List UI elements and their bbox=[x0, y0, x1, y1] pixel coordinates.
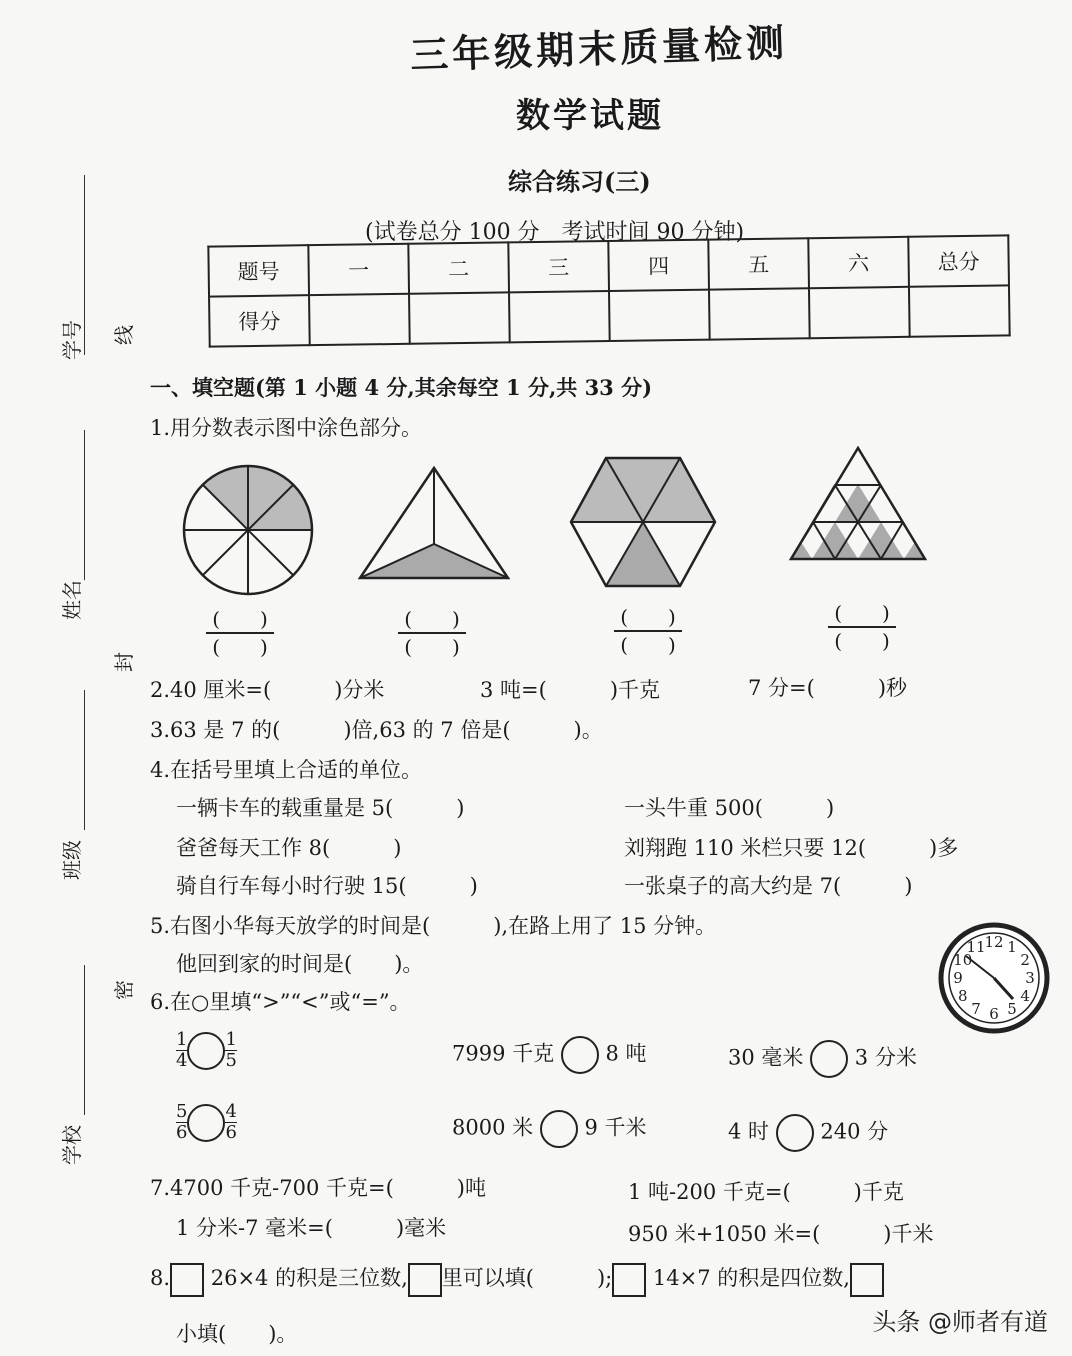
side-mark-line: 线 bbox=[112, 325, 136, 345]
clock-number: 11 bbox=[966, 937, 986, 956]
fill-box[interactable] bbox=[612, 1263, 646, 1297]
denominator-blank: ( ) bbox=[212, 635, 268, 659]
question-4-item: 刘翔跑 110 米栏只要 12( )多 bbox=[624, 836, 959, 860]
denominator-blank: ( ) bbox=[834, 629, 890, 653]
compare-right: 240 分 bbox=[820, 1119, 889, 1144]
score-cell[interactable] bbox=[409, 292, 510, 343]
clock-icon bbox=[938, 922, 1050, 1034]
denominator: 4 bbox=[176, 1050, 188, 1071]
hexagon-figure bbox=[568, 455, 718, 590]
score-table bbox=[207, 234, 1010, 347]
question-2b: 3 吨=( )千克 bbox=[480, 678, 661, 702]
numerator: 1 bbox=[225, 1029, 237, 1050]
denominator: 5 bbox=[225, 1050, 237, 1071]
question-4-item: 爸爸每天工作 8( ) bbox=[176, 836, 402, 860]
field-line bbox=[84, 965, 85, 1115]
section-title: 一、填空题(第 1 小题 4 分,其余每空 1 分,共 33 分) bbox=[150, 375, 653, 400]
question-number: 8. bbox=[150, 1266, 171, 1290]
numerator-blank: ( ) bbox=[404, 607, 460, 631]
fill-box[interactable] bbox=[408, 1263, 442, 1297]
clock-number: 9 bbox=[953, 969, 963, 987]
fill-box[interactable] bbox=[850, 1263, 884, 1297]
denominator: 6 bbox=[176, 1122, 188, 1143]
fraction-answer-4[interactable] bbox=[822, 600, 902, 654]
column-header: 二 bbox=[408, 242, 509, 293]
numerator: 1 bbox=[176, 1029, 188, 1050]
column-header: 五 bbox=[708, 238, 809, 289]
table-row bbox=[209, 285, 1010, 346]
compare-left: 30 毫米 bbox=[728, 1045, 804, 1070]
compare-item-6 bbox=[728, 1114, 888, 1152]
exam-title: 三年级期末质量检测 bbox=[409, 19, 789, 78]
compare-circle[interactable] bbox=[776, 1114, 814, 1152]
triangle-figure bbox=[356, 464, 512, 584]
numerator-blank: ( ) bbox=[620, 605, 676, 629]
column-header: 六 bbox=[808, 237, 909, 288]
question-text: 14×7 的积是四位数, bbox=[652, 1266, 850, 1290]
watermark: 头条 @师者有道 bbox=[872, 1308, 1048, 1336]
question-4: 4.在括号里填上合适的单位。 bbox=[150, 758, 423, 782]
side-field-class: 班级 bbox=[60, 840, 84, 880]
column-header: 四 bbox=[608, 240, 709, 291]
numerator-blank: ( ) bbox=[212, 607, 268, 631]
compare-left: 7999 千克 bbox=[452, 1041, 555, 1066]
question-6: 6.在○里填“>”“<”或“=”。 bbox=[150, 990, 411, 1014]
clock-number: 12 bbox=[984, 933, 1004, 951]
denominator-blank: ( ) bbox=[620, 633, 676, 657]
compare-item-1 bbox=[176, 1030, 237, 1071]
compare-circle[interactable] bbox=[810, 1040, 848, 1078]
side-field-student-id: 学号 bbox=[60, 320, 84, 360]
score-cell[interactable] bbox=[609, 290, 710, 341]
denominator-blank: ( ) bbox=[404, 635, 460, 659]
compare-circle[interactable] bbox=[561, 1036, 599, 1074]
field-line bbox=[84, 690, 85, 830]
fill-box[interactable] bbox=[170, 1263, 204, 1297]
question-8-line2: 小填( )。 bbox=[176, 1322, 298, 1346]
compare-right: 3 分米 bbox=[854, 1045, 917, 1070]
compare-item-2 bbox=[452, 1036, 647, 1074]
question-text: 里可以填( ); bbox=[441, 1266, 613, 1290]
compare-item-4 bbox=[176, 1102, 237, 1143]
row-label: 题号 bbox=[208, 245, 309, 296]
side-field-name: 姓名 bbox=[60, 580, 84, 620]
side-mark-secret: 密 bbox=[112, 980, 136, 1000]
compare-left: 4 时 bbox=[728, 1119, 770, 1144]
clock-number: 4 bbox=[1020, 987, 1030, 1005]
denominator: 6 bbox=[225, 1122, 237, 1143]
question-4-item: 一辆卡车的载重量是 5( ) bbox=[176, 796, 465, 820]
question-7a: 7.4700 千克-700 千克=( )吨 bbox=[150, 1176, 486, 1200]
fraction-answer-3[interactable] bbox=[608, 604, 688, 658]
row-label: 得分 bbox=[209, 295, 310, 346]
fraction-answer-2[interactable] bbox=[392, 606, 472, 660]
numerator: 4 bbox=[225, 1101, 237, 1122]
clock-number: 8 bbox=[958, 987, 968, 1005]
exam-subject: 数学试题 bbox=[516, 96, 664, 136]
column-header: 总分 bbox=[908, 235, 1009, 286]
clock-number: 2 bbox=[1020, 951, 1030, 969]
compare-circle[interactable] bbox=[187, 1104, 225, 1142]
compare-item-5 bbox=[452, 1110, 647, 1148]
compare-right: 8 吨 bbox=[605, 1041, 647, 1066]
compare-circle[interactable] bbox=[187, 1032, 225, 1070]
compare-left: 8000 米 bbox=[452, 1115, 534, 1140]
column-header: 三 bbox=[508, 241, 609, 292]
question-2c: 7 分=( )秒 bbox=[748, 676, 908, 700]
field-line bbox=[84, 430, 85, 580]
numerator-blank: ( ) bbox=[834, 601, 890, 625]
question-5: 5.右图小华每天放学的时间是( ),在路上用了 15 分钟。 bbox=[150, 914, 717, 938]
triangle-grid-figure bbox=[788, 446, 928, 562]
question-2a: 2.40 厘米=( )分米 bbox=[150, 678, 385, 702]
question-3: 3.63 是 7 的( )倍,63 的 7 倍是( )。 bbox=[150, 718, 603, 742]
clock-number: 6 bbox=[989, 1005, 999, 1023]
clock-number: 3 bbox=[1025, 969, 1035, 987]
question-4-item: 一张桌子的高大约是 7( ) bbox=[624, 874, 913, 898]
question-7b: 1 吨-200 千克=( )千克 bbox=[628, 1180, 904, 1204]
compare-circle[interactable] bbox=[540, 1110, 578, 1148]
question-text: 26×4 的积是三位数, bbox=[210, 1266, 408, 1290]
compare-item-3 bbox=[728, 1040, 917, 1078]
question-4-item: 一头牛重 500( ) bbox=[624, 796, 835, 820]
score-cell[interactable] bbox=[709, 288, 810, 339]
score-cell[interactable] bbox=[509, 291, 610, 342]
exam-info: (试卷总分 100 分 考试时间 90 分钟) bbox=[365, 220, 745, 245]
side-field-school: 学校 bbox=[60, 1125, 84, 1165]
question-1: 1.用分数表示图中涂色部分。 bbox=[150, 416, 423, 440]
question-4-item: 骑自行车每小时行驶 15( ) bbox=[176, 874, 478, 898]
score-cell[interactable] bbox=[309, 294, 410, 345]
column-header: 一 bbox=[308, 244, 409, 295]
exam-subtitle: 综合练习(三) bbox=[508, 167, 651, 196]
side-mark-seal: 封 bbox=[112, 652, 136, 672]
circle-figure bbox=[180, 462, 316, 598]
question-5-line2: 他回到家的时间是( )。 bbox=[176, 952, 424, 976]
clock-number: 1 bbox=[1007, 937, 1017, 956]
clock-number: 7 bbox=[971, 1000, 981, 1019]
score-cell[interactable] bbox=[809, 287, 910, 338]
numerator: 5 bbox=[176, 1101, 188, 1122]
question-7d: 950 米+1050 米=( )千米 bbox=[628, 1222, 934, 1246]
score-cell[interactable] bbox=[909, 285, 1010, 336]
question-8 bbox=[150, 1262, 884, 1297]
compare-right: 9 千米 bbox=[584, 1115, 647, 1140]
clock-number: 10 bbox=[953, 951, 973, 969]
question-7c: 1 分米-7 毫米=( )毫米 bbox=[176, 1216, 447, 1240]
fraction-answer-1[interactable] bbox=[200, 606, 280, 660]
clock-number: 5 bbox=[1007, 1000, 1017, 1019]
